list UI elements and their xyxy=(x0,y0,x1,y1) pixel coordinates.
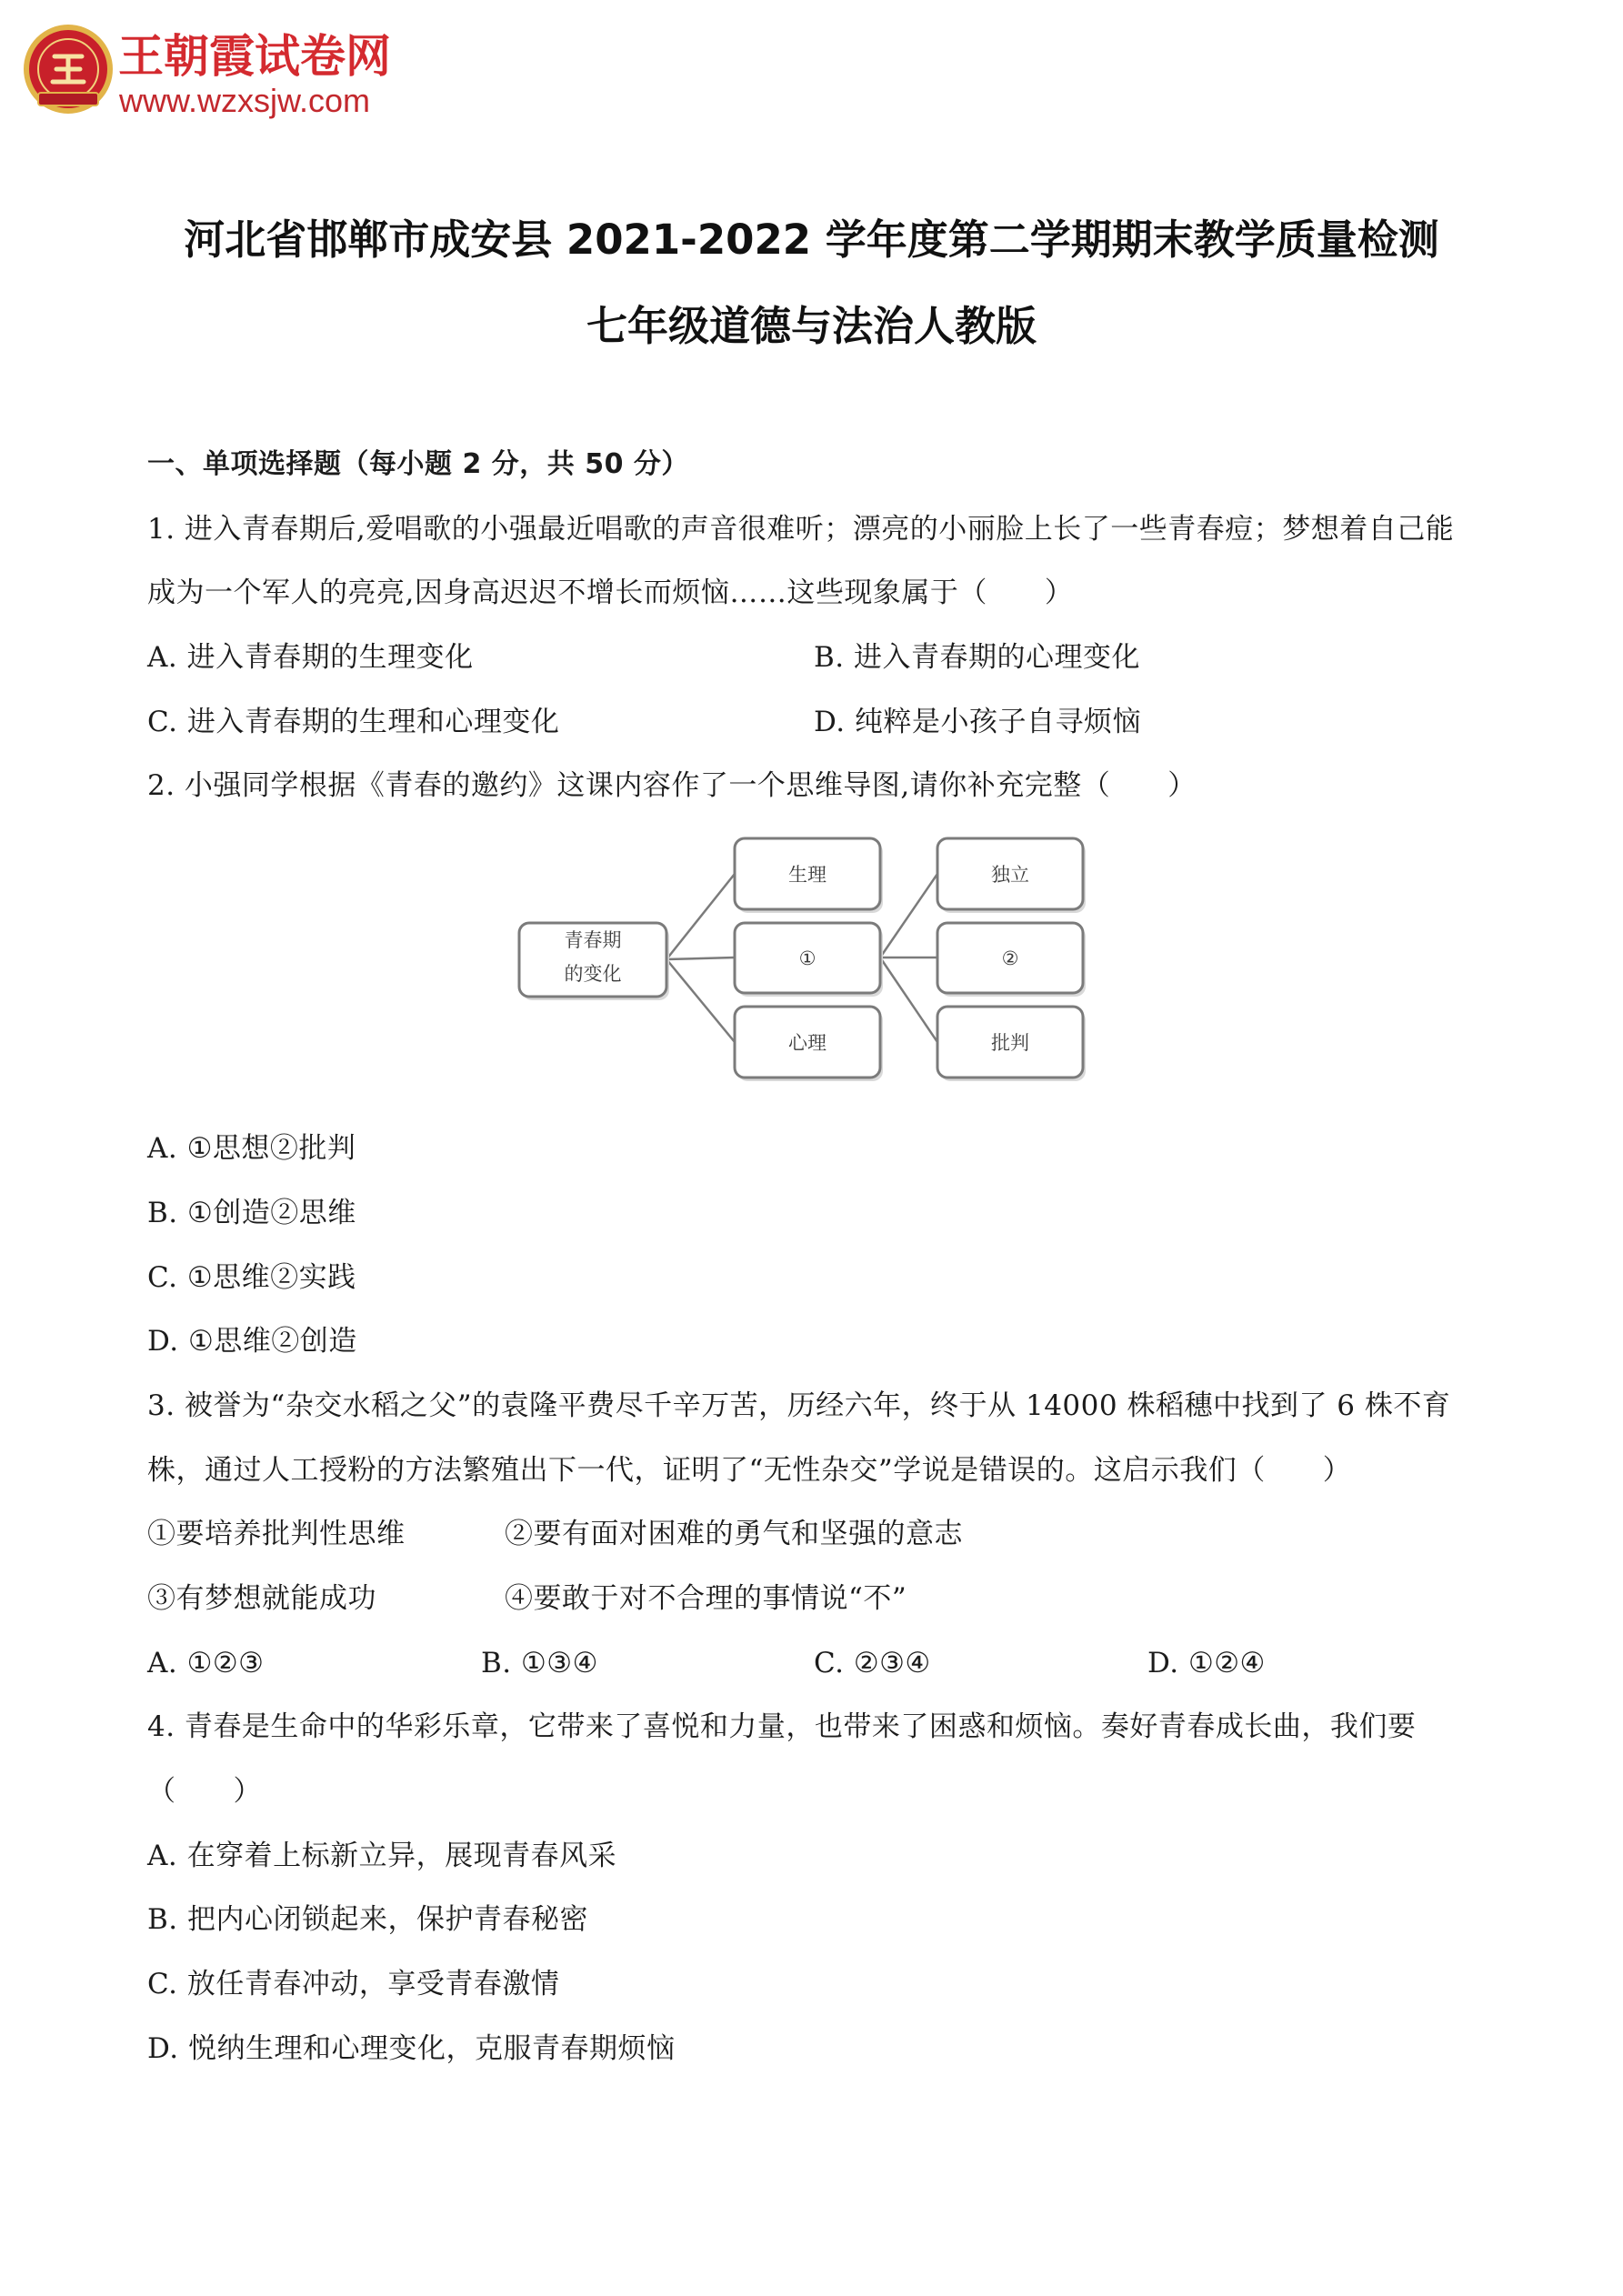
question-3-options-row xyxy=(147,1631,1584,1696)
question-4-option-b: B. 把内心闭锁起来，保护青春秘密 xyxy=(147,1903,588,1937)
page-subtitle: 七年级道德与法治人教版 xyxy=(586,302,1037,350)
question-3-statements-row-1 xyxy=(147,1502,1584,1567)
question-3-line-2: 株，通过人工授粉的方法繁殖出下一代，证明了“无性杂交”学说是错误的。这启示我们（ ） xyxy=(147,1453,1352,1487)
logo-site-url: www.wzxsjw.com xyxy=(119,82,371,119)
question-3-statement-3: ③有梦想就能成功 xyxy=(147,1581,376,1615)
question-4-option-a: A. 在穿着上标新立异，展现青春风采 xyxy=(147,1839,617,1872)
right-node-3-label: 批判 xyxy=(991,1032,1029,1055)
question-1-option-d: D. 纯粹是小孩子自寻烦恼 xyxy=(814,705,1141,738)
page-title: 河北省邯郸市成安县 2021-2022 学年度第二学期期末教学质量检测 xyxy=(184,216,1439,264)
question-3-line-1: 3. 被誉为“杂交水稻之父”的袁隆平费尽千辛万苦，历经六年，终于从 14000 株稻穗中找到了 6 株不育 xyxy=(147,1389,1451,1422)
question-3-option-a: A. ①②③ xyxy=(147,1646,265,1679)
middle-node-1-label: 生理 xyxy=(788,864,827,887)
question-3-statement-1: ①要培养批判性思维 xyxy=(147,1518,406,1551)
root-node-label-1: 青春期 xyxy=(564,929,622,952)
question-3-statement-4: ④要敢于对不合理的事情说“不” xyxy=(505,1581,907,1615)
question-3-statement-2: ②要有面对困难的勇气和坚强的意志 xyxy=(505,1518,963,1551)
question-1-line-2: 成为一个军人的亮亮,因身高迟迟不增长而烦恼……这些现象属于（ ） xyxy=(147,577,1074,610)
question-1-option-a: A. 进入青春期的生理变化 xyxy=(147,641,474,675)
question-4-line-2: （ ） xyxy=(147,1775,262,1808)
question-2-option-b: B. ①创造②思维 xyxy=(147,1196,356,1229)
question-4-line-1: 4. 青春是生命中的华彩乐章，它带来了喜悦和力量，也带来了困惑和烦恼。奏好青春成长曲，我们要 xyxy=(147,1710,1417,1744)
section-heading: 一、单项选择题（每小题 2 分，共 50 分） xyxy=(147,448,689,480)
right-node-2-label: ② xyxy=(1001,947,1019,970)
exam-content xyxy=(147,433,1584,2080)
question-3-statements-row-2 xyxy=(147,1567,1584,1631)
middle-node-2-label: ① xyxy=(798,947,817,970)
edge-root-to-physical xyxy=(666,874,735,959)
question-2-option-a: A. ①思想②批判 xyxy=(147,1132,356,1166)
question-4-option-c: C. 放任青春冲动，享受青春激情 xyxy=(147,1968,560,2001)
emblem-ribbon xyxy=(38,93,98,105)
edge-root-to-psychological xyxy=(666,959,735,1042)
root-node-label-2: 的变化 xyxy=(564,963,622,986)
question-1-option-c: C. 进入青春期的生理和心理变化 xyxy=(147,705,560,738)
mind-map-diagram xyxy=(147,818,1584,1117)
logo-site-name: 王朝霞试卷网 xyxy=(118,30,391,83)
question-3-option-c: C. ②③④ xyxy=(814,1646,931,1679)
question-1-options-row-2 xyxy=(147,690,1584,755)
question-2-option-c: C. ①思维②实践 xyxy=(147,1260,356,1294)
logo-emblem-icon xyxy=(22,24,115,116)
right-node-1-label: 独立 xyxy=(991,864,1029,887)
question-2-line-1: 2. 小强同学根据《青春的邀约》这课内容作了一个思维导图,请你补充完整（ ） xyxy=(147,769,1197,803)
question-4-option-d: D. 悦纳生理和心理变化，克服青春期烦恼 xyxy=(147,2031,676,2065)
question-3-option-b: B. ①③④ xyxy=(481,1646,598,1679)
question-1-options-row-1 xyxy=(147,626,1584,690)
middle-node-3-label: 心理 xyxy=(788,1032,827,1055)
question-3-option-d: D. ①②④ xyxy=(1147,1646,1266,1679)
question-1-option-b: B. 进入青春期的心理变化 xyxy=(814,641,1140,675)
edge-blank-1-to-critical xyxy=(880,958,937,1042)
mind-map-svg xyxy=(147,818,1147,1117)
edge-root-to-blank-1 xyxy=(666,958,735,959)
question-2-option-d: D. ①思维②创造 xyxy=(147,1325,357,1359)
question-1-line-1: 1. 进入青春期后,爱唱歌的小强最近唱歌的声音很难听；漂亮的小丽脸上长了一些青春痘；梦想着自己能 xyxy=(147,512,1455,546)
edge-blank-1-to-independent xyxy=(880,874,937,958)
